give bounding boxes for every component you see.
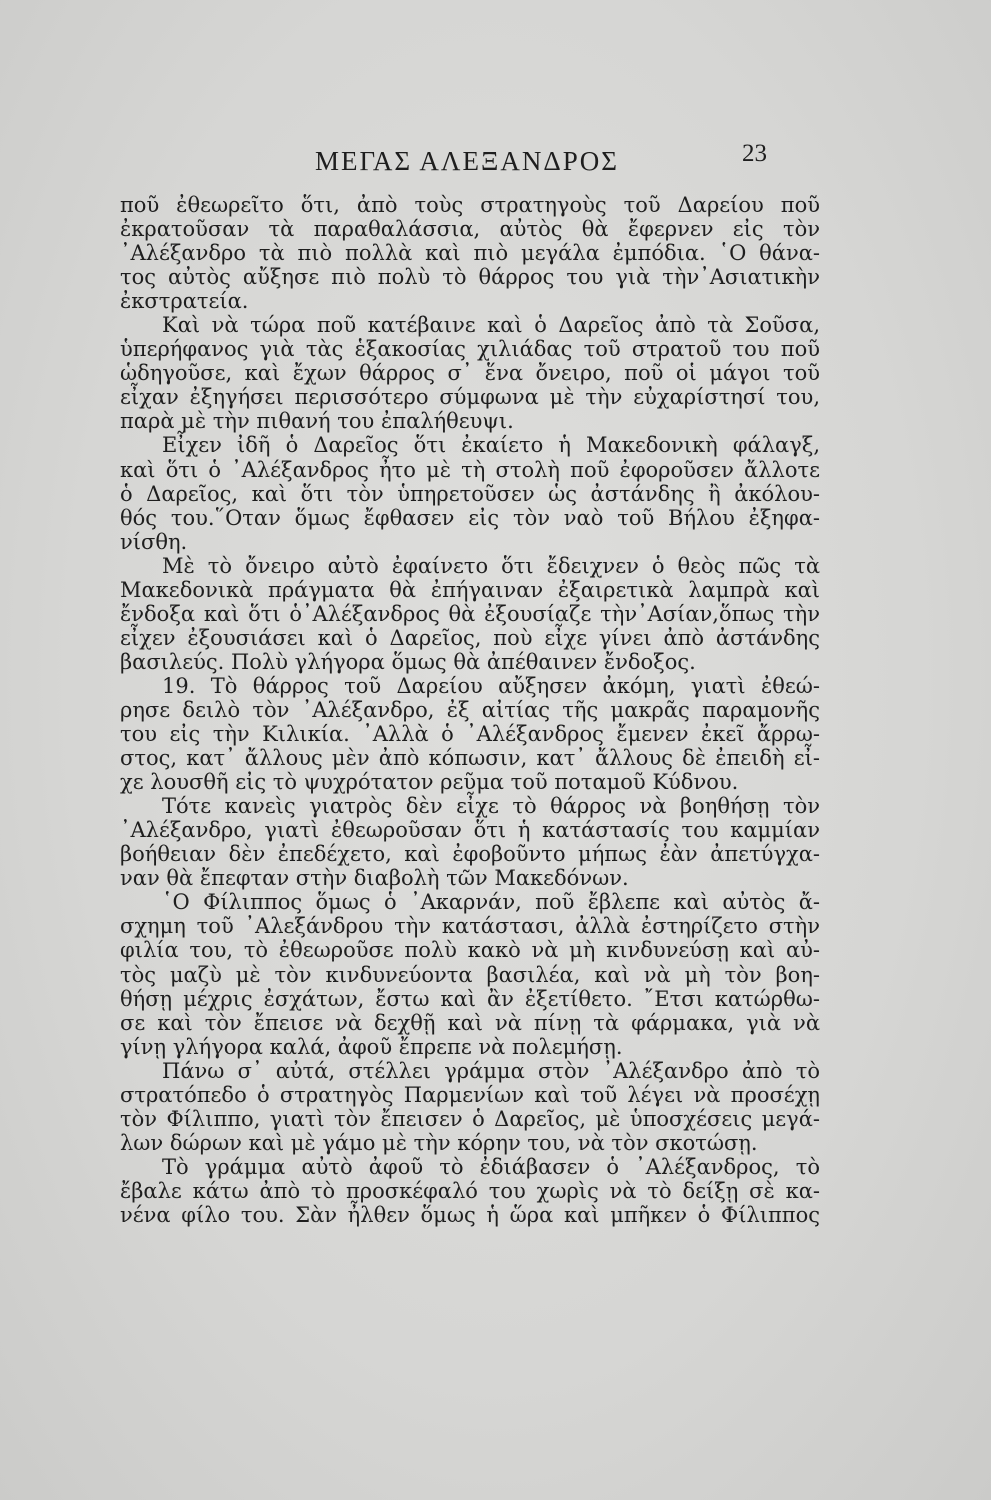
text-line: Τὸ γράμμα αὐτὸ ἀφοῦ τὸ ἐδιάβασεν ὁ ᾿Αλέξανδρος, τὸ bbox=[162, 1154, 820, 1179]
text-line: ἐκστρατεία. bbox=[120, 289, 249, 314]
text-line: στος, κατ᾿ ἄλλους μὲν ἀπὸ κόπωσιν, κατ᾿ ἄλλους δὲ ἐπειδὴ εἶ- bbox=[120, 746, 820, 771]
text-line: Μακεδονικὰ πράγματα θὰ ἐπήγαιναν ἐξαιρετικὰ λαμπρὰ καὶ bbox=[120, 577, 820, 602]
text-line: 19. Τὸ θάρρος τοῦ Δαρείου αὔξησεν ἀκόμη, γιατὶ ἐθεώ- bbox=[162, 673, 820, 698]
text-line: λων δώρων καὶ μὲ γάμο μὲ τὴν κόρην του, νὰ τὸν σκοτώσῃ. bbox=[120, 1130, 758, 1155]
text-line: ὡδηγοῦσε, καὶ ἔχων θάρρος σ᾿ ἕνα ὄνειρο, ποῦ οἱ μάγοι τοῦ bbox=[120, 361, 820, 386]
text-line: ᾿Αλέξανδρο τὰ πιὸ πολλὰ καὶ πιὸ μεγάλα ἐμπόδια. ῾Ο θάνα- bbox=[120, 241, 820, 266]
text-line: χε λουσθῆ εἰς τὸ ψυχρότατον ρεῦμα τοῦ ποταμοῦ Κύδνου. bbox=[120, 770, 739, 795]
body-text bbox=[120, 193, 820, 1227]
text-line: γίνῃ γλήγορα καλά, ἀφοῦ ἔπρεπε νὰ πολεμήσῃ. bbox=[120, 1034, 623, 1059]
text-line: ἔνδοξα καὶ ὅτι ὁ᾿Αλέξανδρος θὰ ἐξουσίαζε τὴν᾿Ασίαν,ὅπως τὴν bbox=[120, 601, 820, 626]
text-line: σε καὶ τὸν ἔπεισε νὰ δεχθῇ καὶ νὰ πίνῃ τὰ φάρμακα, γιὰ νὰ bbox=[120, 1010, 820, 1035]
text-line: θός του.῞Οταν ὅμως ἔφθασεν εἰς τὸν ναὸ τοῦ Βήλου ἐξηφα- bbox=[120, 505, 820, 530]
text-line: ᾿Αλέξανδρο, γιατὶ ἐθεωροῦσαν ὅτι ἡ κατάστασίς του καμμίαν bbox=[120, 818, 820, 843]
text-line: εἶχαν ἐξηγήσει περισσότερο σύμφωνα μὲ τὴν εὐχαρίστησί του, bbox=[120, 385, 820, 410]
text-line: καὶ ὅτι ὁ ᾿Αλέξανδρος ἦτο μὲ τὴ στολὴ ποῦ ἐφοροῦσεν ἄλλοτε bbox=[120, 457, 820, 482]
text-line: φιλία του, τὸ ἐθεωροῦσε πολὺ κακὸ νὰ μὴ κινδυνεύσῃ καὶ αὐ- bbox=[120, 938, 820, 963]
text-line: τὸς μαζὺ μὲ τὸν κινδυνεύοντα βασιλέα, καὶ νὰ μὴ τὸν βοη- bbox=[120, 962, 820, 987]
text-line: του εἰς τὴν Κιλικία. ᾿Αλλὰ ὁ ᾿Αλέξανδρος ἔμενεν ἐκεῖ ἄρρω- bbox=[120, 722, 820, 747]
page-number: 23 bbox=[742, 140, 767, 167]
page-header bbox=[120, 140, 820, 180]
running-title: ΜΕΓΑΣ ΑΛΕΞΑΝΔΡΟΣ bbox=[315, 146, 619, 176]
text-line: παρὰ μὲ τὴν πιθανή του ἐπαλήθευψι. bbox=[120, 409, 514, 434]
text-line: εἶχεν ἐξουσιάσει καὶ ὁ Δαρεῖος, ποὺ εἶχε γίνει ἀπὸ ἀστάνδης bbox=[120, 625, 820, 650]
text-line: Μὲ τὸ ὄνειρο αὐτὸ ἐφαίνετο ὅτι ἔδειχνεν ὁ θεὸς πῶς τὰ bbox=[162, 553, 820, 578]
text-line: ναν θὰ ἔπεφταν στὴν διαβολὴ τῶν Μακεδόνων. bbox=[120, 866, 629, 891]
text-line: ρησε δειλὸ τὸν ᾿Αλέξανδρο, ἐξ αἰτίας τῆς μακρᾶς παραμονῆς bbox=[120, 697, 820, 722]
text-line: Εἶχεν ἰδῆ ὁ Δαρεῖος ὅτι ἐκαίετο ἡ Μακεδονικὴ φάλαγξ, bbox=[162, 433, 820, 458]
text-line: Πάνω σ᾿ αὐτά, στέλλει γράμμα στὸν ᾿Αλέξανδρο ἀπὸ τὸ bbox=[162, 1058, 820, 1083]
text-line: ὁ Δαρεῖος, καὶ ὅτι τὸν ὑπηρετοῦσεν ὡς ἀστάνδης ἢ ἀκόλου- bbox=[120, 481, 820, 506]
text-line: νίσθη. bbox=[120, 529, 188, 554]
text-line: νένα φίλο του. Σὰν ἦλθεν ὅμως ἡ ὥρα καὶ μπῆκεν ὁ Φίλιππος bbox=[120, 1202, 820, 1227]
text-line: ἔβαλε κάτω ἀπὸ τὸ προσκέφαλό του χωρὶς νὰ τὸ δείξῃ σὲ κα- bbox=[120, 1178, 820, 1203]
text-line: στρατόπεδο ὁ στρατηγὸς Παρμενίων καὶ τοῦ λέγει νὰ προσέχῃ bbox=[120, 1082, 820, 1107]
text-line: βοήθειαν δὲν ἐπεδέχετο, καὶ ἐφοβοῦντο μήπως ἐὰν ἀπετύγχα- bbox=[120, 842, 820, 867]
text-line: ἐκρατοῦσαν τὰ παραθαλάσσια, αὐτὸς θὰ ἔφερνεν εἰς τὸν bbox=[120, 217, 820, 242]
text-line: τὸν Φίλιππο, γιατὶ τὸν ἔπεισεν ὁ Δαρεῖος, μὲ ὑποσχέσεις μεγά- bbox=[120, 1106, 820, 1131]
text-line: σχημη τοῦ ᾿Αλεξάνδρου τὴν κατάστασι, ἀλλὰ ἐστηρίζετο στὴν bbox=[120, 914, 820, 939]
text-line: τος αὐτὸς αὔξησε πιὸ πολὺ τὸ θάρρος του γιὰ τὴν᾿Ασιατικὴν bbox=[120, 265, 820, 290]
text-line: ὑπερήφανος γιὰ τὰς ἑξακοσίας χιλιάδας τοῦ στρατοῦ του ποῦ bbox=[120, 337, 820, 362]
text-line: θήσῃ μέχρις ἐσχάτων, ἔστω καὶ ἂν ἐξετίθετο. ῎Ετσι κατώρθω- bbox=[120, 986, 820, 1011]
text-line: βασιλεύς. Πολὺ γλήγορα ὅμως θὰ ἀπέθαινεν ἔνδοξος. bbox=[120, 649, 696, 674]
text-line: ῾Ο Φίλιππος ὅμως ὁ ᾿Ακαρνάν, ποῦ ἔβλεπε καὶ αὐτὸς ἄ- bbox=[162, 890, 820, 915]
text-line: Καὶ νὰ τώρα ποῦ κατέβαινε καὶ ὁ Δαρεῖος ἀπὸ τὰ Σοῦσα, bbox=[162, 313, 820, 338]
text-line: Τότε κανεὶς γιατρὸς δὲν εἶχε τὸ θάρρος νὰ βοηθήσῃ τὸν bbox=[162, 794, 820, 819]
text-line: ποῦ ἐθεωρεῖτο ὅτι, ἀπὸ τοὺς στρατηγοὺς τοῦ Δαρείου ποῦ bbox=[120, 193, 820, 217]
